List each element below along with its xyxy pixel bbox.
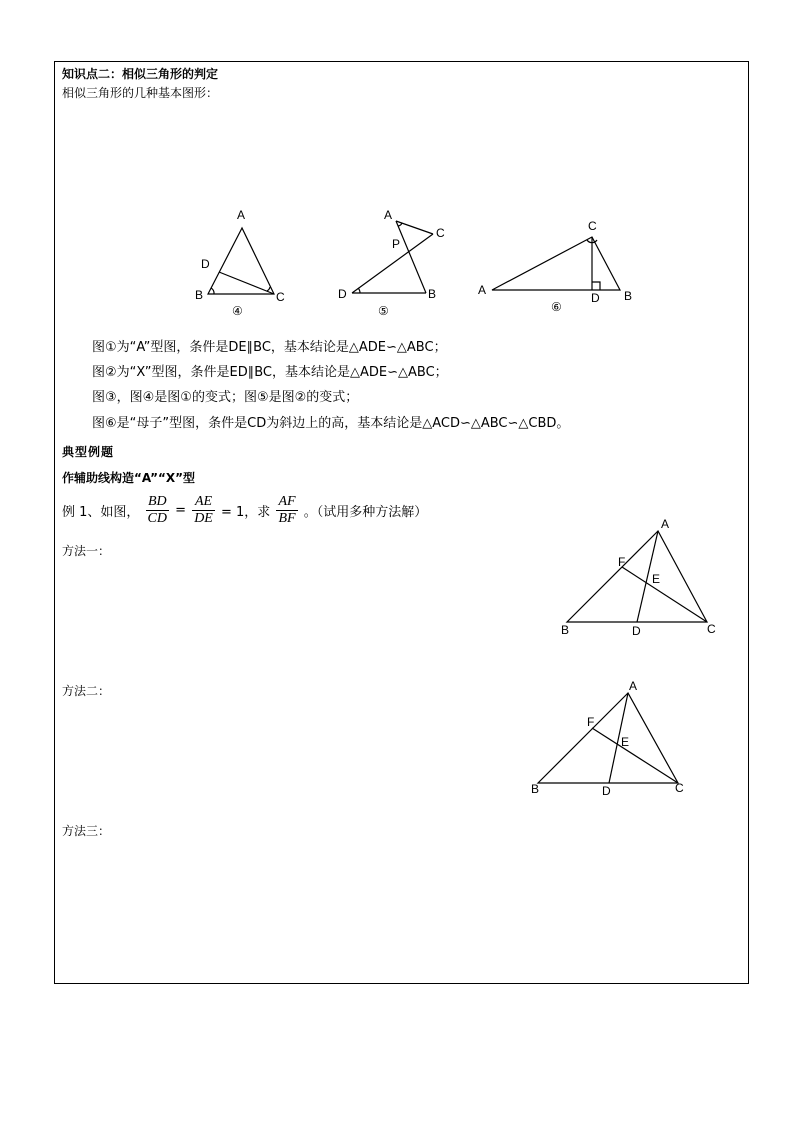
fig6-label-c: C bbox=[588, 219, 597, 233]
example-diagram-2 bbox=[525, 675, 695, 805]
fraction-ae-de-denominator: DE bbox=[194, 511, 213, 526]
example-1-equals-2: = 1，求 bbox=[221, 505, 271, 520]
fig5-label-c: C bbox=[436, 226, 445, 240]
fraction-af-bf bbox=[276, 494, 297, 527]
example1-segment-fc bbox=[622, 567, 707, 622]
fig4-segment-dc bbox=[219, 272, 274, 294]
fig4-triangle bbox=[208, 228, 274, 294]
note-line-4: 图⑥是“母子”型图，条件是CD为斜边上的高，基本结论是△ACD∽△ABC∽△CBD。 bbox=[92, 416, 570, 431]
examples-subheading: 作辅助线构造“A”“X”型 bbox=[62, 471, 195, 485]
note-line-1: 图①为“A”型图，条件是DE∥BC，基本结论是△ADE∽△ABC； bbox=[92, 340, 447, 355]
note-line-3: 图③，图④是图①的变式；图⑤是图②的变式； bbox=[92, 390, 359, 405]
example-diagram-1 bbox=[555, 512, 725, 642]
method-1-label: 方法一： bbox=[62, 544, 111, 558]
fraction-af-bf-denominator: BF bbox=[278, 511, 296, 526]
fig6-label-b: B bbox=[624, 289, 633, 303]
example2-label-c: C bbox=[675, 781, 684, 795]
example2-segment-fc bbox=[592, 728, 678, 783]
fig5-label-b: B bbox=[428, 287, 437, 301]
example-1-equals-1: = bbox=[175, 503, 187, 518]
examples-heading: 典型例题 bbox=[62, 445, 115, 459]
figure-5-diagram bbox=[330, 205, 455, 320]
fraction-bd-cd-denominator: CD bbox=[147, 511, 167, 526]
example1-label-c: C bbox=[707, 622, 716, 636]
fraction-bd-cd bbox=[146, 494, 169, 527]
example1-label-b: B bbox=[561, 623, 570, 637]
fig6-triangle bbox=[492, 237, 620, 290]
fig5-label-p: P bbox=[392, 237, 401, 251]
fig5-label-a: A bbox=[384, 208, 393, 222]
figure-4-diagram bbox=[190, 205, 290, 320]
example2-label-b: B bbox=[531, 782, 540, 796]
note-line-2: 图②为“X”型图，条件是ED∥BC，基本结论是△ADE∽△ABC； bbox=[92, 365, 448, 380]
fig4-label-a: A bbox=[237, 208, 246, 222]
fig6-number: ⑥ bbox=[551, 300, 562, 314]
fig4-angle-c bbox=[267, 287, 270, 291]
fig5-label-d: D bbox=[338, 287, 347, 301]
fraction-ae-de bbox=[192, 494, 215, 527]
example1-label-e: E bbox=[652, 572, 661, 586]
example-1-suffix: 。（试用多种方法解） bbox=[303, 505, 428, 520]
fig4-number: ④ bbox=[232, 304, 243, 318]
example1-label-a: A bbox=[661, 517, 670, 531]
fraction-af-bf-numerator: AF bbox=[278, 494, 296, 509]
section-heading: 知识点二：相似三角形的判定 bbox=[62, 67, 219, 81]
fig5-angle-a bbox=[398, 223, 402, 226]
example1-label-f: F bbox=[618, 555, 626, 569]
example-1-problem bbox=[62, 494, 427, 527]
method-2-label: 方法二： bbox=[62, 684, 111, 698]
section-subheading: 相似三角形的几种基本图形： bbox=[62, 86, 219, 100]
fraction-bd-cd-numerator: BD bbox=[146, 494, 169, 511]
fig6-label-a: A bbox=[478, 283, 487, 297]
fraction-ae-de-numerator: AE bbox=[192, 494, 215, 511]
fig5-angle-d bbox=[358, 288, 360, 293]
example2-label-f: F bbox=[587, 715, 595, 729]
fig4-angle-b bbox=[211, 288, 214, 294]
example2-label-d: D bbox=[602, 784, 611, 798]
fig4-label-b: B bbox=[195, 288, 204, 302]
fig4-label-d: D bbox=[201, 257, 210, 271]
fig4-label-c: C bbox=[276, 290, 285, 304]
example-1-prefix: 例 1、如图， bbox=[62, 505, 140, 520]
example2-label-e: E bbox=[621, 735, 630, 749]
figure-6-diagram bbox=[470, 210, 645, 315]
fig6-label-d: D bbox=[591, 291, 600, 305]
example2-label-a: A bbox=[629, 679, 638, 693]
fig6-right-angle-d bbox=[592, 282, 600, 290]
example1-label-d: D bbox=[632, 624, 641, 638]
method-3-label: 方法三： bbox=[62, 824, 111, 838]
fig5-number: ⑤ bbox=[378, 304, 389, 318]
